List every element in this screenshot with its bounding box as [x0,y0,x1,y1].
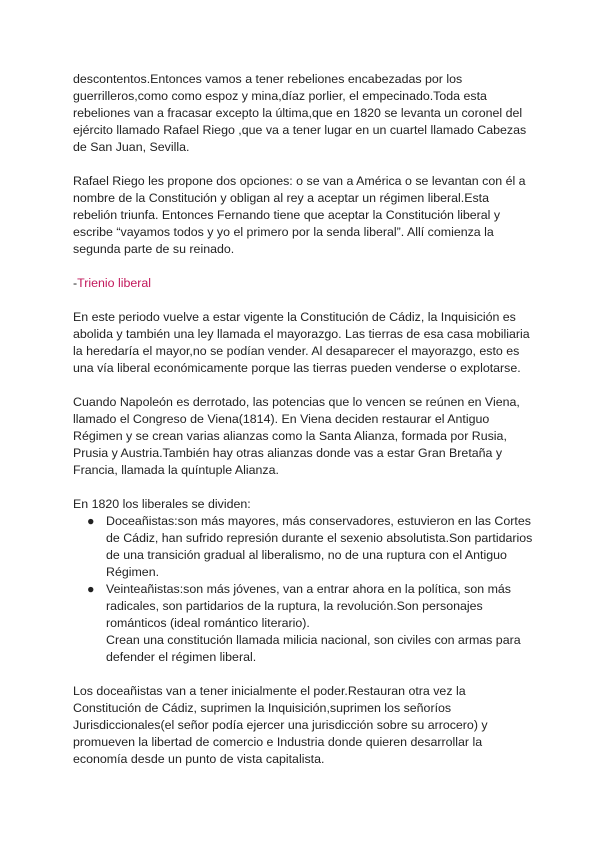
list-intro: En 1820 los liberales se dividen: [73,497,251,511]
list-item-extra-text: Crean una constitución llamada milicia nacional, son civiles con armas para defender el régimen liberal. [106,633,521,664]
document-page [73,71,533,785]
paragraph-rafael-riego: Rafael Riego les propone dos opciones: o se van a América o se levantan con él a nombre de la Constitución y obligan al rey a aceptar un régimen liberal.Esta rebelión triunfa. Entonces Fernando tiene que aceptar la Constitución liberal y escribe “vayamos todos y yo el primero por la senda liberal”. Allí comienza la segunda parte de su reinado. [73,174,526,256]
section-heading-trienio [73,275,533,292]
liberales-list-section [73,496,533,666]
list-item-veinteanistas [73,581,533,666]
paragraph-constitucion-cadiz: En este periodo vuelve a estar vigente la Constitución de Cádiz, la Inquisición es abolida y también una ley llamada el mayorazgo. Las tierras de esa casa mobiliaria la heredaría el mayor,no se podían vender. Al desaparecer el mayorazgo, esto es una vía liberal económicamente porque las tierras pueden venderse o explotarse. [73,310,530,375]
list-item-text: Doceañistas:son más mayores, más conservadores, estuvieron en las Cortes de Cádiz, han sufrido represión durante el sexenio absolutista.Son partidarios de una transición gradual al liberalismo, no de una ruptura con el Antiguo Régimen. [106,514,533,579]
list-item-doceanistas [73,513,533,581]
liberales-list [73,513,533,666]
bullet-icon: ● [87,514,95,528]
list-item-text: Veinteañistas:son más jóvenes, van a entrar ahora en la política, son más radicales, son partidarios de la ruptura, la revolución.Son personajes románticos (ideal romántico literario). [106,582,511,630]
heading-text: Trienio liberal [77,276,152,290]
paragraph-rebeliones: descontentos.Entonces vamos a tener rebeliones encabezadas por los guerrilleros,como como espoz y mina,díaz porlier, el empecinado.Toda esta rebeliones van a fracasar excepto la última,que en 1820 se levanta un coronel del ejército llamado Rafael Riego ,que va a tener lugar en un cuartel llamado Cabezas de San Juan, Sevilla. [73,72,527,154]
heading-dash: - [73,276,78,290]
bullet-icon: ● [87,582,95,596]
paragraph-doceanistas-poder: Los doceañistas van a tener inicialmente el poder.Restauran otra vez la Constitución de Cádiz, suprimen la Inquisición,suprimen los señoríos Jurisdiccionales(el señor podía ejercer una jurisdicción sobre su arrocero) y promueven la libertad de comercio e Industria donde quieren desarrollar la economía desde un punto de vista capitalista. [73,684,488,766]
paragraph-congreso-viena: Cuando Napoleón es derrotado, las potencias que lo vencen se reúnen en Viena, llamado el Congreso de Viena(1814). En Viena deciden restaurar el Antiguo Régimen y se crean varias alianzas como la Santa Alianza, formada por Rusia, Prusia y Austria.También hay otras alianzas donde vas a estar Gran Bretaña y Francia, llamada la quíntuple Alianza. [73,395,520,477]
